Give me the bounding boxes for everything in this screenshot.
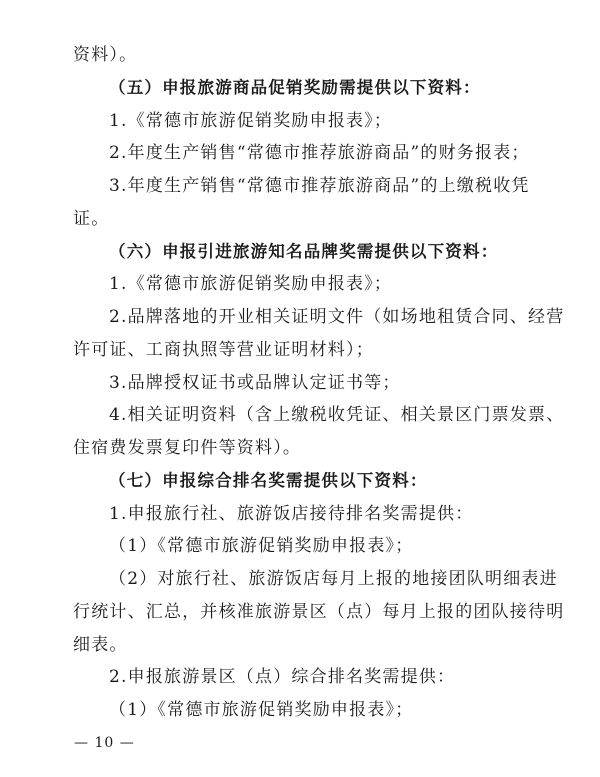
list-item: 4.相关证明资料（含上缴税收凭证、相关景区门票发票、 xyxy=(109,405,565,426)
text-line: 证。 xyxy=(73,208,110,229)
text-line: 住宿费发票复印件等资料）。 xyxy=(73,438,302,458)
section-heading-6: （六）申报引进旅游知名品牌奖需提供以下资料： xyxy=(109,241,499,261)
text-line: 细表。 xyxy=(73,634,128,655)
list-item: （1）《常德市旅游促销奖励申报表》； xyxy=(109,700,414,720)
list-item: 2.申报旅游景区（点）综合排名奖需提供： xyxy=(109,667,456,688)
page-number: — 10 — xyxy=(74,735,135,751)
text-line: 许可证、工商执照等营业证明材料）； xyxy=(73,339,374,360)
list-item: 3.年度生产销售“常德市推荐旅游商品”的上缴税收凭 xyxy=(109,176,530,196)
list-item: 2.年度生产销售“常德市推荐旅游商品”的财务报表； xyxy=(109,143,530,164)
list-item: 1.《常德市旅游促销奖励申报表》； xyxy=(109,110,393,131)
list-item: （2）对旅行社、旅游饭店每月上报的地接团队明细表进 xyxy=(109,569,558,589)
list-item: （1）《常德市旅游促销奖励申报表》； xyxy=(109,536,414,557)
text-line: 行统计、汇总，并核准旅游景区（点）每月上报的团队接待明 xyxy=(73,601,565,622)
section-heading-5: （五）申报旅游商品促销奖励需提供以下资料： xyxy=(109,77,481,97)
text-line: 资料）。 xyxy=(73,45,138,65)
section-heading-7: （七）申报综合排名奖需提供以下资料： xyxy=(109,470,428,490)
list-item: 1.《常德市旅游促销奖励申报表》； xyxy=(109,274,393,295)
list-item: 3.品牌授权证书或品牌认定证书等； xyxy=(109,372,401,393)
list-item: 2.品牌落地的开业相关证明文件（如场地租赁合同、经营 xyxy=(109,307,565,327)
list-item: 1.申报旅行社、旅游饭店接待排名奖需提供： xyxy=(109,503,474,524)
